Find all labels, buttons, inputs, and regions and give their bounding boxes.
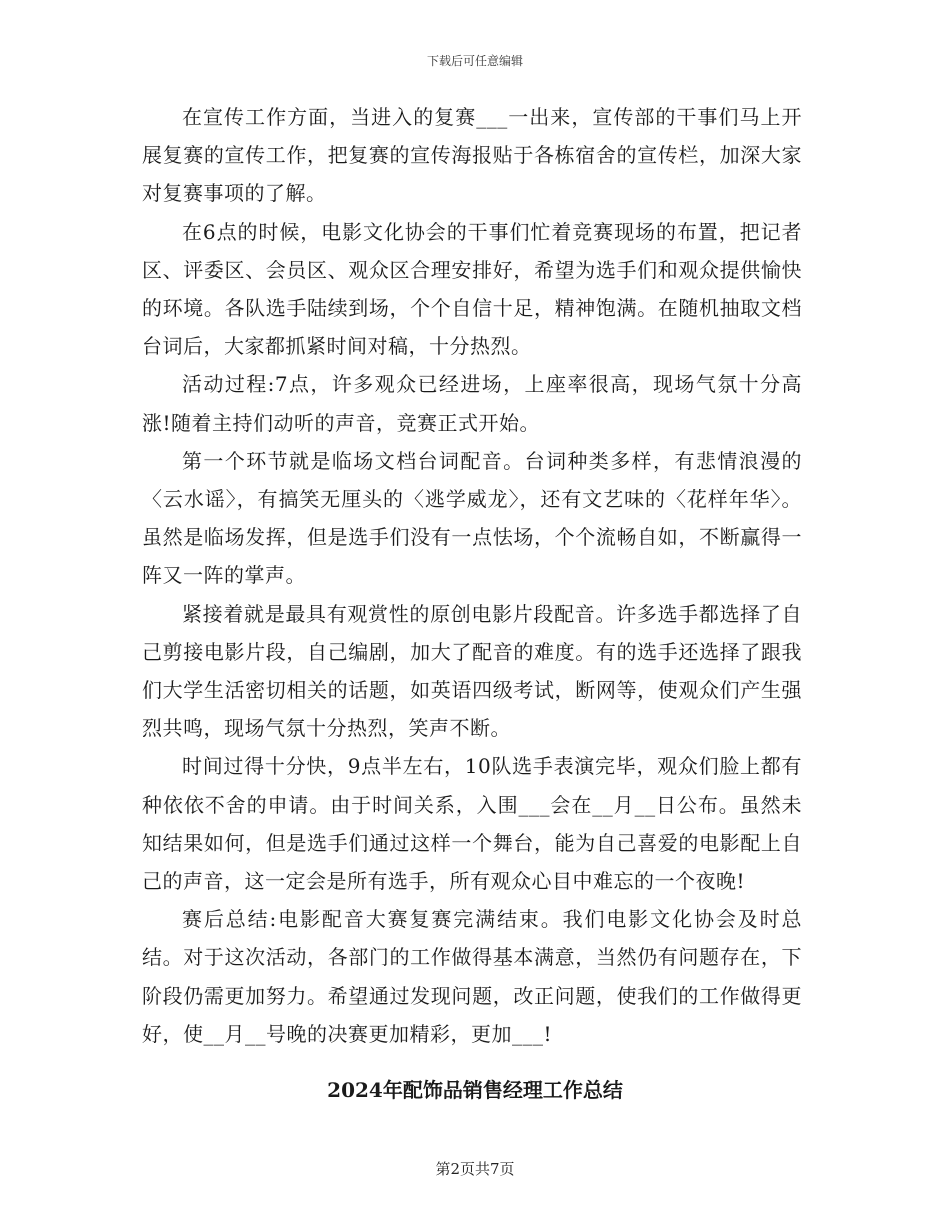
paragraph-first-round: 第一个环节就是临场文档台词配音。台词种类多样，有悲情浪漫的〈云水谣〉，有搞笑无厘头的〈逃学威龙〉，还有文艺味的〈花样年华〉。虽然是临场发挥，但是选手们没有一点怯场，个个流畅自如，不断赢得一阵又一阵的掌声。 bbox=[142, 448, 802, 588]
paragraph-summary: 赛后总结:电影配音大赛复赛完满结束。我们电影文化协会及时总结。对于这次活动，各部门的工作做得基本满意，当然仍有问题存在，下阶段仍需更加努力。希望通过发现问题，改正问题，使我们的工作做得更好，使__月__号晚的决赛更加精彩，更加___! bbox=[142, 907, 802, 1046]
paragraph-venue-setup: 在6点的时候，电影文化协会的干事们忙着竞赛现场的布置，把记者区、评委区、会员区、观众区合理安排好，希望为选手们和观众提供愉快的环境。各队选手陆续到场，个个自信十足，精神饱满。在随机抽取文档台词后，大家都抓紧时间对稿，十分热烈。 bbox=[142, 219, 802, 359]
page-header-note: 下载后可任意编辑 bbox=[426, 54, 523, 68]
section-title: 2024年配饰品销售经理工作总结 bbox=[327, 1078, 623, 1102]
page-number: 第2页共7页 bbox=[435, 1160, 515, 1178]
document-body bbox=[142, 98, 802, 1053]
paragraph-publicity: 在宣传工作方面，当进入的复赛___一出来，宣传部的干事们马上开展复赛的宣传工作，把复赛的宣传海报贴于各栋宿舍的宣传栏，加深大家对复赛事项的了解。 bbox=[142, 105, 802, 206]
paragraph-event-start: 活动过程:7点，许多观众已经进场，上座率很高，现场气氛十分高涨!随着主持们动听的声音，竞赛正式开始。 bbox=[142, 372, 802, 435]
paragraph-ending: 时间过得十分快，9点半左右，10队选手表演完毕，观众们脸上都有种依依不舍的申请。由于时间关系，入围___会在__月__日公布。虽然未知结果如何，但是选手们通过这样一个舞台，能为自己喜爱的电影配上自己的声音，这一定会是所有选手，所有观众心目中难忘的一个夜晚! bbox=[142, 754, 802, 894]
paragraph-original-clips: 紧接着就是最具有观赏性的原创电影片段配音。许多选手都选择了自己剪接电影片段，自己编剧，加大了配音的难度。有的选手还选择了跟我们大学生活密切相关的话题，如英语四级考试，断网等，使观众们产生强烈共鸣，现场气氛十分热烈，笑声不断。 bbox=[142, 601, 802, 741]
